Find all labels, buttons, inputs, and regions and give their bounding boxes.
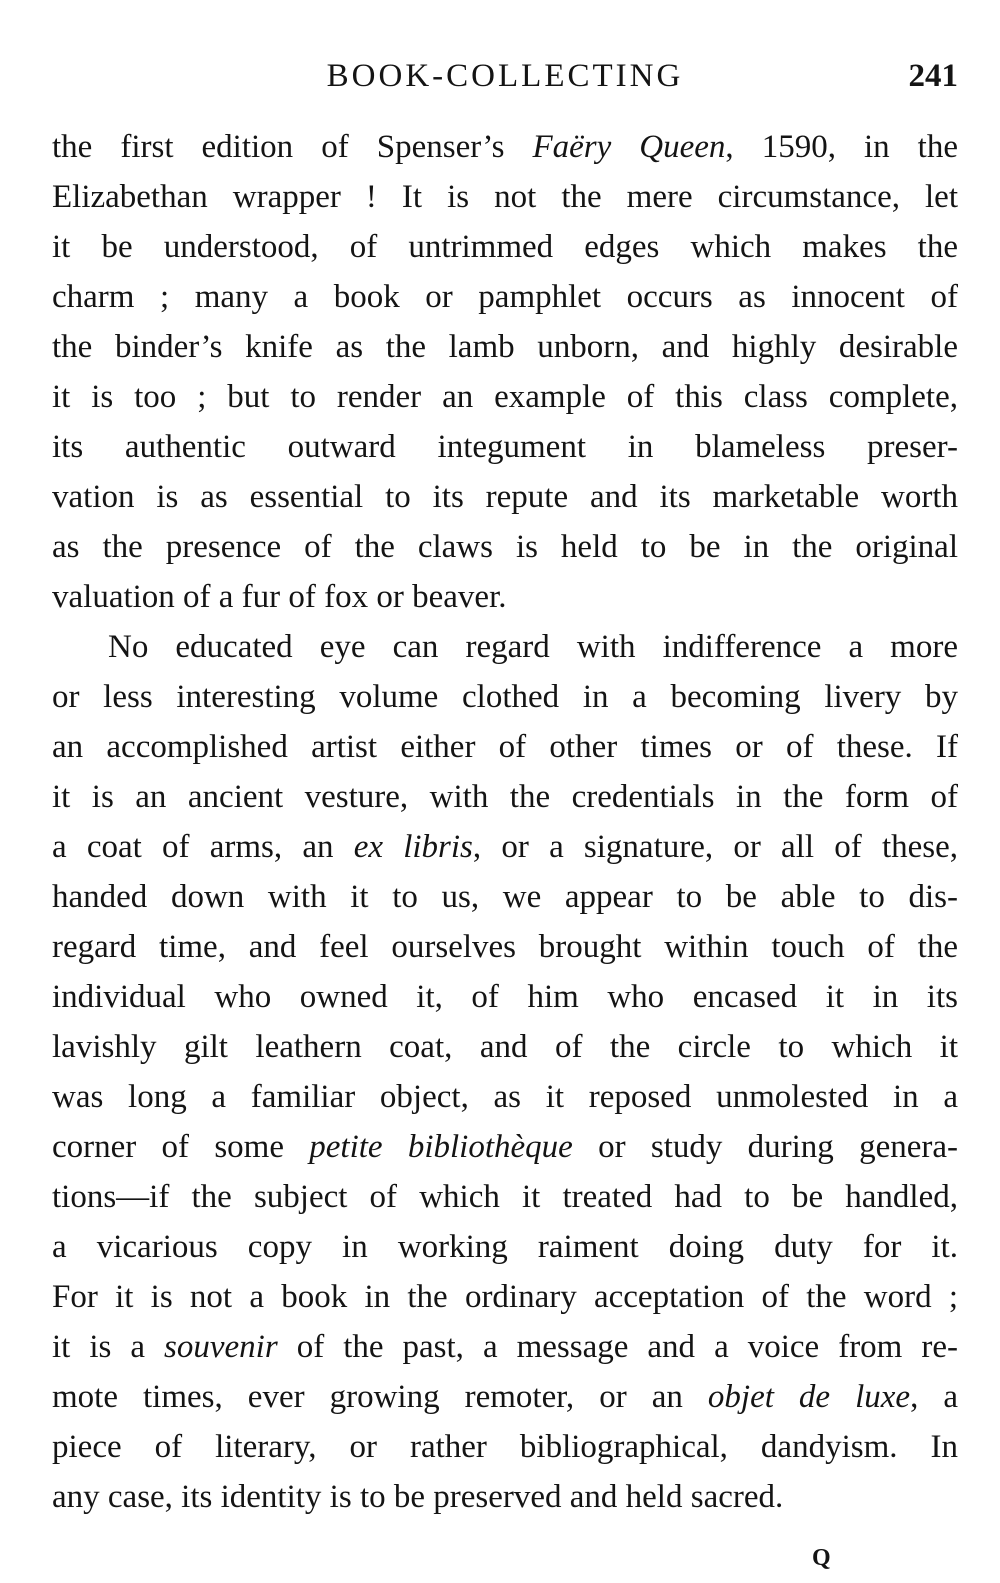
text-run: regard time, and feel ourselves brought within touch of the [52,929,958,965]
page-number: 241 [908,58,958,94]
text-line [52,572,958,622]
text-line [52,922,958,972]
text-run: , 1590, in the [725,129,958,165]
text-run: lavishly gilt leathern coat, and of the circle to which it [52,1029,958,1065]
text-run: , or a signature, or all of these, [472,829,958,865]
text-run: an accomplished artist either of other times or of these. If [52,729,958,765]
text-run: No educated eye can regard with indifference a more [108,629,958,665]
text-line [52,172,958,222]
text-run: a coat of arms, an [52,829,354,865]
text-line [52,472,958,522]
text-run: , a [910,1379,958,1415]
text-line [52,1072,958,1122]
text-run: valuation of a fur of fox or beaver. [52,579,507,615]
text-run: handed down with it to us, we appear to be able to dis- [52,879,958,915]
text-run: vation is as essential to its repute and its marketable worth [52,479,958,515]
text-run: individual who owned it, of him who encased it in its [52,979,958,1015]
text-line [52,522,958,572]
text-run: it is a [52,1329,165,1365]
running-title: BOOK-COLLECTING [326,58,684,94]
text-run: the first edition of Spenser’s [52,129,533,165]
italic-run: souvenir [164,1329,278,1365]
text-run: it be understood, of untrimmed edges which makes the [52,229,958,265]
text-run: was long a familiar object, as it reposed unmolested in a [52,1079,958,1115]
text-line [52,1222,958,1272]
signature-mark: Q [812,1545,831,1571]
text-line [52,1372,958,1422]
body-text [52,122,958,1522]
text-line [52,1422,958,1472]
text-line [52,872,958,922]
text-run: or less interesting volume clothed in a becoming livery by [52,679,958,715]
italic-run: Faëry Queen [532,129,726,165]
text-run: as the presence of the claws is held to be in the original [52,529,958,565]
text-line [52,1472,958,1522]
text-run: any case, its identity is to be preserved and held sacred. [52,1479,784,1515]
text-line [52,822,958,872]
text-run: Elizabethan wrapper ! It is not the mere circumstance, let [52,179,958,215]
text-run: mote times, ever growing remoter, or an [52,1379,708,1415]
running-head [52,54,958,98]
italic-run: ex libris [353,829,473,865]
text-run: charm ; many a book or pamphlet occurs as innocent of [52,279,958,315]
text-run: tions—if the subject of which it treated had to be handled, [52,1179,958,1215]
text-line [52,622,958,672]
text-run: it is an ancient vesture, with the credentials in the form of [52,779,958,815]
text-line [52,1172,958,1222]
text-line [52,122,958,172]
text-line [52,1322,958,1372]
text-run: it is too ; but to render an example of this class complete, [52,379,958,415]
text-line [52,722,958,772]
text-line [52,672,958,722]
text-line [52,772,958,822]
text-line [52,222,958,272]
text-line [52,422,958,472]
text-run: a vicarious copy in working raiment doing duty for it. [52,1229,958,1265]
text-line [52,1122,958,1172]
text-run: its authentic outward integument in blameless preser- [52,429,958,465]
text-line [52,372,958,422]
text-line [52,972,958,1022]
text-run: of the past, a message and a voice from re- [277,1329,958,1365]
text-line [52,1022,958,1072]
text-line [52,272,958,322]
text-run: corner of some [52,1129,310,1165]
text-run: or study during genera- [572,1129,958,1165]
italic-run: objet de luxe [707,1379,911,1415]
italic-run: petite bibliothèque [309,1129,573,1165]
text-run: For it is not a book in the ordinary acceptation of the word ; [52,1279,958,1315]
text-run: the binder’s knife as the lamb unborn, and highly desirable [52,329,958,365]
text-line [52,322,958,372]
text-line [52,1272,958,1322]
text-run: piece of literary, or rather bibliographical, dandyism. In [52,1429,958,1465]
